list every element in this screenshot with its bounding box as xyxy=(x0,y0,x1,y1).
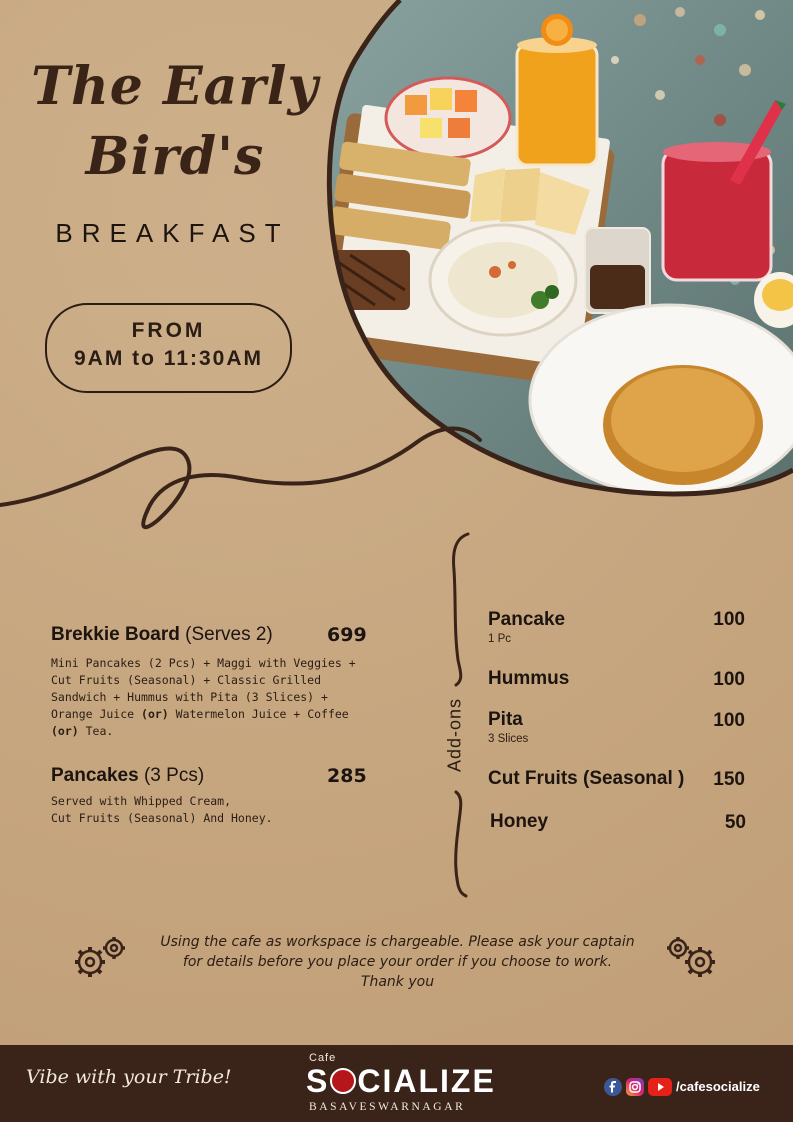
item-description xyxy=(51,793,273,827)
item-price: 285 xyxy=(327,765,367,787)
logo-text-end: CIALIZE xyxy=(357,1063,496,1099)
desc-text: Watermelon Juice + Coffee xyxy=(168,707,349,721)
menu-title xyxy=(30,52,320,192)
addons-label xyxy=(440,680,470,790)
desc-line xyxy=(51,723,356,740)
youtube-icon[interactable] xyxy=(648,1078,672,1096)
logo-o-mark xyxy=(330,1068,356,1094)
addon-name: Pita xyxy=(488,709,523,730)
addon-price: 100 xyxy=(713,609,745,630)
instagram-icon[interactable] xyxy=(626,1078,644,1096)
menu-item-pancakes xyxy=(51,765,204,787)
serving-hours-range: 9AM to 11:30AM xyxy=(73,347,264,370)
cafe-logo xyxy=(306,1063,496,1100)
addon-note: 3 Slices xyxy=(488,733,529,745)
logo-cafe-label: Cafe xyxy=(309,1052,337,1064)
desc-line: Cut Fruits (Seasonal) And Honey. xyxy=(51,811,273,825)
addon-price: 100 xyxy=(713,669,745,690)
item-name: Pancakes xyxy=(51,765,139,786)
desc-text: Tea. xyxy=(78,724,114,738)
desc-or: (or) xyxy=(51,724,79,738)
social-handle[interactable]: /cafesocialize xyxy=(676,1079,760,1094)
gear-icon xyxy=(70,932,132,982)
logo-text-start: S xyxy=(306,1063,330,1099)
menu-subtitle: BREAKFAST xyxy=(55,218,290,248)
addon-price: 100 xyxy=(713,710,745,731)
addon-name: Cut Fruits (Seasonal ) xyxy=(488,768,685,789)
desc-line: Served with Whipped Cream, xyxy=(51,794,232,808)
logo-location: BASAVESWARNAGAR xyxy=(309,1101,466,1113)
notice-line: Thank you xyxy=(360,974,435,990)
gear-icon xyxy=(660,932,722,982)
notice-line: for details before you place your order if you choose to work. xyxy=(182,954,613,970)
menu-item-brekkie-board xyxy=(51,624,273,646)
footer-tagline: Vibe with your Tribe! xyxy=(26,1066,232,1088)
addon-name: Pancake xyxy=(488,609,566,630)
addon-name: Hummus xyxy=(488,668,570,689)
desc-line: Cut Fruits (Seasonal) + Classic Grilled xyxy=(51,673,322,687)
addon-note: 1 Pc xyxy=(488,633,512,645)
notice-line: Using the cafe as workspace is chargeable. Please ask your captain xyxy=(160,934,635,950)
title-line-2: Bird's xyxy=(85,126,265,187)
serving-hours-label: FROM xyxy=(131,319,206,342)
facebook-icon[interactable] xyxy=(604,1078,622,1096)
item-qualifier: (3 Pcs) xyxy=(143,765,205,786)
desc-text: Orange Juice xyxy=(51,707,142,721)
item-price: 699 xyxy=(327,624,367,646)
item-description xyxy=(51,655,356,740)
addon-price: 150 xyxy=(713,769,745,790)
desc-line xyxy=(51,706,356,723)
desc-or: (or) xyxy=(141,707,169,721)
item-name: Brekkie Board xyxy=(51,624,180,645)
workspace-notice xyxy=(130,932,665,992)
addon-price: 50 xyxy=(724,812,746,833)
title-line-1: The Early xyxy=(31,56,319,117)
desc-line: Sandwich + Hummus with Pita (3 Slices) + xyxy=(51,690,328,704)
addon-name: Honey xyxy=(490,811,549,832)
serving-hours-badge xyxy=(45,303,292,393)
addons-label-text: Add-ons xyxy=(444,697,465,773)
item-qualifier: (Serves 2) xyxy=(185,624,273,645)
desc-line: Mini Pancakes (2 Pcs) + Maggi with Veggies + xyxy=(51,656,356,670)
